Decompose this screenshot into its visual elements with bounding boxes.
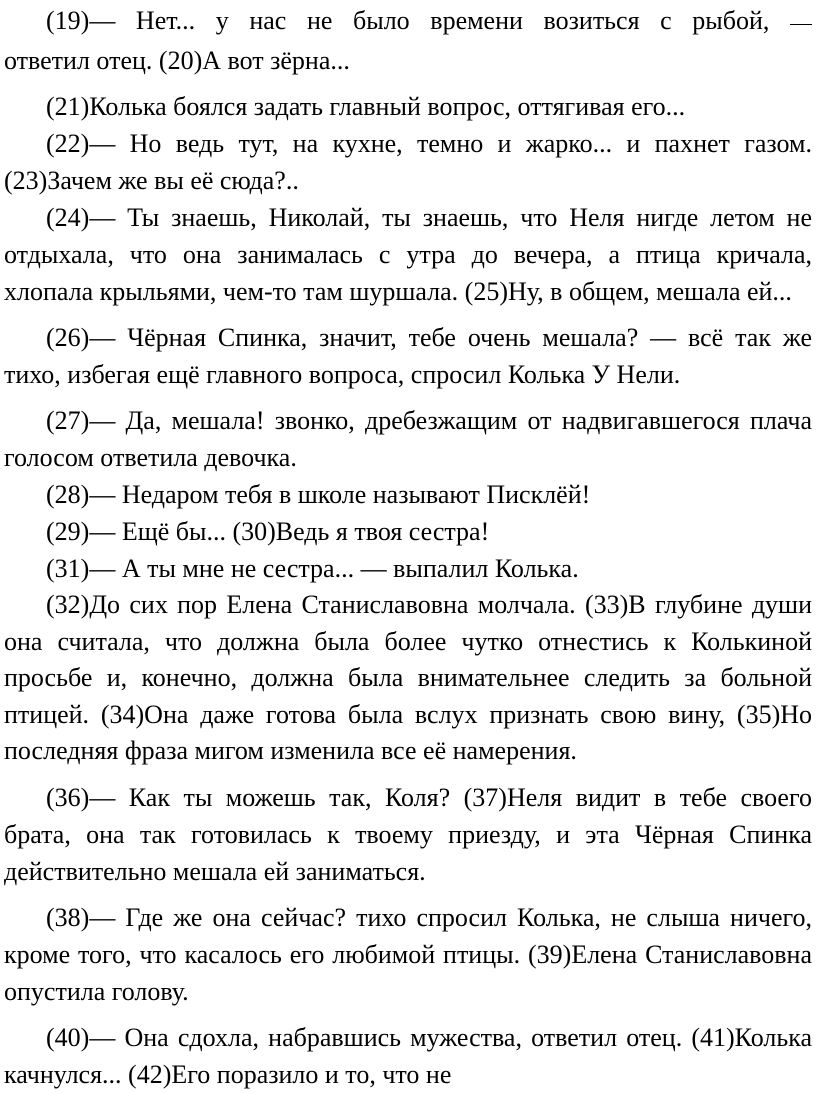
paragraph-27: (27)— Да, мешала! звонко, дребезжащим от надвигавшегося плача голосом ответила девочка. [4, 406, 812, 472]
paragraph-22: (22)— Но ведь тут, на кухне, темно и жарко... и пахнет газом. (23)Зачем же вы её сюда?.. [4, 129, 812, 195]
paragraph-19-text: (19)— Нет... у нас не было времени возиться с рыбой, [46, 6, 790, 35]
paragraph-19 [4, 2, 812, 79]
paragraph-29: (29)— Ещё бы... (30)Ведь я твоя сестра! [46, 517, 490, 546]
paragraph-21: (21)Колька боялся задать главный вопрос, оттягивая его... [46, 92, 686, 121]
paragraph-26: (26)— Чёрная Спинка, значит, тебе очень мешала? — всё так же тихо, избегая ещё главного вопроса, спросил Колька У Нели. [4, 323, 812, 389]
paragraph-19-continuation: ответил отец. (20)А вот зёрна... [4, 46, 350, 75]
trailing-dash [790, 24, 812, 25]
paragraph-38: (38)— Где же она сейчас? тихо спросил Колька, не слыша ничего, кроме того, что касалось его любимой птицы. (39)Елена Станиславовна опустила голову. [4, 902, 812, 1006]
paragraph-24: (24)— Ты знаешь, Николай, ты знаешь, что Неля нигде летом не отдыхала, что она занималась с утра до вечера, а птица кричала, хлопала крыльями, чем-то там шуршала. (25)Ну, в общем, мешала ей... [4, 203, 812, 306]
paragraph-40: (40)— Она сдохла, набравшись мужества, ответил отец. (41)Колька качнулся... (42)Его поразило и то, что не [4, 1022, 812, 1089]
document-page [4, 0, 812, 1090]
paragraph-31: (31)— А ты мне не сестра... — выпалил Колька. [46, 554, 579, 583]
paragraph-32: (32)До сих пор Елена Станиславовна молчала. (33)В глубине души она считала, что должна была более чутко отнестись к Колькиной просьбе и, конечно, должна была внимательнее следить за больной птицей. (34)Она даже готова была вслух признать свою вину, (35)Но последняя фраза мигом изменила все её намерения. [4, 590, 812, 765]
paragraph-36: (36)— Как ты можешь так, Коля? (37)Неля видит в тебе своего брата, она так готовилась к твоему приезду, и эта Чёрная Спинка действительно мешала ей заниматься. [4, 782, 812, 886]
paragraph-28: (28)— Недаром тебя в школе называют Писклёй! [46, 480, 591, 509]
